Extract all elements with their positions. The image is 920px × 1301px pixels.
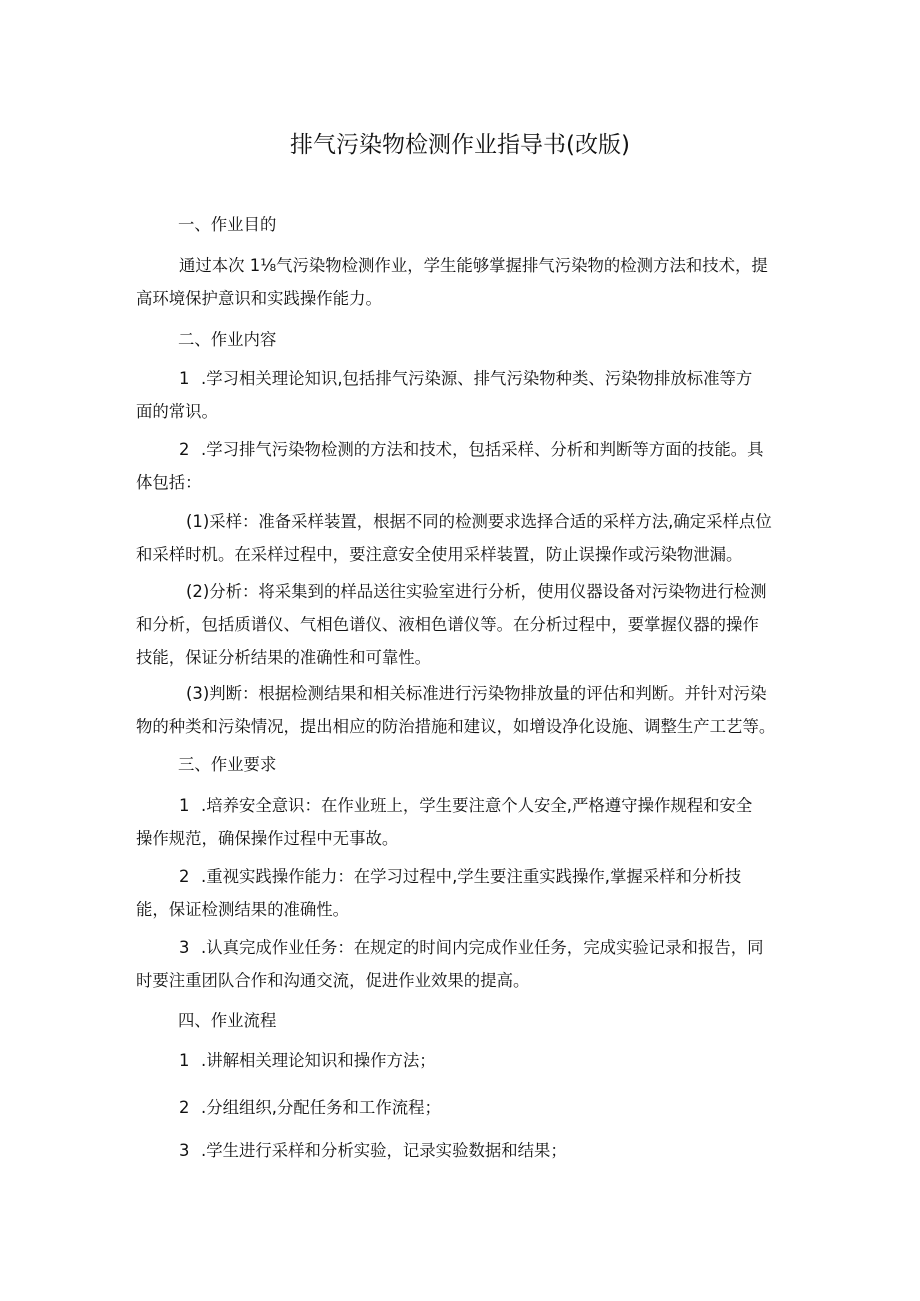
paragraph-line: .重视实践操作能力：在学习过程中,学生要注重实践操作,掌握采样和分析技: [201, 867, 742, 886]
paragraph-line: .学生进行采样和分析实验，记录实验数据和结果；: [201, 1141, 567, 1160]
paragraph-line: 时要注重团队合作和沟通交流，促进作业效果的提高。: [136, 971, 530, 990]
paragraph-line: .学习排气污染物检测的方法和技术，包括采样、分析和判断等方面的技能。具: [201, 440, 764, 459]
document-title: 排气污染物检测作业指导书(改版): [290, 132, 630, 158]
item-number: 1: [179, 1051, 190, 1070]
section-3-item-1: [136, 789, 796, 855]
paragraph-line: 体包括：: [136, 473, 202, 492]
paragraph-line: 和采样时机。在采样过程中，要注意安全使用采样装置，防止误操作或污染物泄漏。: [136, 545, 743, 564]
paragraph-line: .讲解相关理论知识和操作方法；: [201, 1051, 436, 1070]
section-2-sub-judgment: [136, 677, 796, 743]
section-2-item-2: [136, 433, 796, 499]
item-number: 2: [179, 1098, 190, 1117]
item-number: 2: [179, 440, 190, 459]
paragraph-line: 和分析，包括质谱仪、气相色谱仪、液相色谱仪等。在分析过程中，要掌握仪器的操作: [136, 615, 759, 634]
section-2-item-1: [136, 362, 796, 428]
section-4-item-3: [136, 1134, 796, 1167]
paragraph-line: (3)判断：根据检测结果和相关标准进行污染物排放量的评估和判断。并针对污染: [186, 684, 767, 703]
paragraph-line: 面的常识。: [136, 402, 218, 421]
item-number: 1: [179, 369, 190, 388]
section-3-item-2: [136, 860, 796, 926]
paragraph-line: .分组组织,分配任务和工作流程；: [201, 1098, 441, 1117]
section-1-paragraph: [136, 249, 796, 315]
section-3-item-3: [136, 931, 796, 997]
item-number: 2: [179, 867, 190, 886]
item-number: 3: [179, 1141, 190, 1160]
section-4-item-1: [136, 1044, 796, 1077]
paragraph-line: 操作规范，确保操作过程中无事故。: [136, 829, 399, 848]
paragraph-line: 技能，保证分析结果的准确性和可靠性。: [136, 648, 432, 667]
section-2-heading: 二、作业内容: [178, 330, 277, 349]
section-2-sub-analysis: [136, 575, 796, 674]
section-1-heading: 一、作业目的: [178, 215, 277, 234]
paragraph-line: 通过本次 1⅛气污染物检测作业，学生能够掌握排气污染物的检测方法和技术，提: [179, 256, 768, 275]
item-number: 1: [179, 796, 190, 815]
section-3-heading: 三、作业要求: [178, 755, 277, 774]
paragraph-line: 能，保证检测结果的准确性。: [136, 900, 350, 919]
paragraph-line: (1)采样：准备采样装置，根据不同的检测要求选择合适的采样方法,确定采样点位: [186, 512, 772, 531]
paragraph-line: 物的种类和污染情况，提出相应的防治措施和建议，如增设净化设施、调整生产工艺等。: [136, 717, 776, 736]
paragraph-line: (2)分析：将采集到的样品送往实验室进行分析，使用仪器设备对污染物进行检测: [186, 582, 767, 601]
item-number: 3: [179, 938, 190, 957]
paragraph-line: .学习相关理论知识,包括排气污染源、排气污染物种类、污染物排放标准等方: [201, 369, 753, 388]
paragraph-line: 高环境保护意识和实践操作能力。: [136, 289, 382, 308]
section-4-heading: 四、作业流程: [178, 1011, 277, 1030]
section-2-sub-sampling: [136, 505, 796, 571]
section-4-item-2: [136, 1091, 796, 1124]
paragraph-line: .培养安全意识：在作业班上，学生要注意个人安全,严格遵守操作规程和安全: [201, 796, 753, 815]
paragraph-line: .认真完成作业任务：在规定的时间内完成作业任务，完成实验记录和报告，同: [201, 938, 764, 957]
